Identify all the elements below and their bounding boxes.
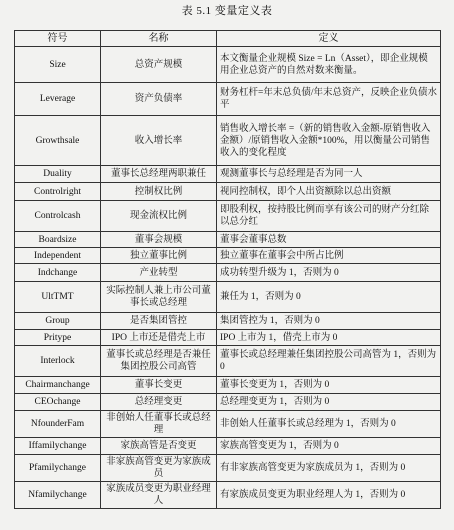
symbol-cell: Indchange [15,264,101,282]
definition-cell: 视同控制权，即个人出资额除以总出资额 [217,183,441,201]
definition-cell: 本文衡量企业规模 Size = Ln（Asset），即企业规模用企业总资产的自然对数来衡量。 [217,47,441,83]
name-cell: 家族成员变更为职业经理人 [101,482,217,509]
table-row [15,313,441,330]
table-row [15,264,441,282]
definition-cell: 家族高管变更为 1，否则为 0 [217,438,441,455]
symbol-cell: Independent [15,248,101,264]
table-row [15,377,441,394]
name-cell: IPO 上市还是借壳上市 [101,330,217,346]
name-cell: 非创始人任董事长或总经理 [101,411,217,438]
definition-cell: 总经理变更为 1，否则为 0 [217,394,441,411]
definition-cell: 董事长变更为 1，否则为 0 [217,377,441,394]
symbol-cell: NfounderFam [15,411,101,438]
name-cell: 控制权比例 [101,183,217,201]
definition-cell: 观测董事长与总经理是否为同一人 [217,166,441,183]
definition-cell: 有非家族高管变更为家族成员为 1，否则为 0 [217,455,441,482]
name-cell: 董事会规模 [101,232,217,248]
name-cell: 产业转型 [101,264,217,282]
name-cell: 独立董事比例 [101,248,217,264]
symbol-cell: Group [15,313,101,330]
definition-cell: 董事长或总经理兼任集团控股公司高管为 1，否则为 0 [217,346,441,377]
name-cell: 家族高管是否变更 [101,438,217,455]
definition-cell: IPO 上市为 1，借壳上市为 0 [217,330,441,346]
definition-cell: 销售收入增长率 =（新的销售收入金额-原销售收入金额）/原销售收入金额*100%，用以衡量公司销售收入的变化程度 [217,116,441,166]
table-row [15,438,441,455]
symbol-cell: Growthsale [15,116,101,166]
name-cell: 董事长变更 [101,377,217,394]
table-row [15,282,441,313]
symbol-cell: Pfamilychange [15,455,101,482]
name-cell: 董事长总经理两职兼任 [101,166,217,183]
table-row [15,346,441,377]
table-row [15,47,441,83]
symbol-cell: Leverage [15,83,101,116]
name-cell: 总资产规模 [101,47,217,83]
symbol-cell: Pritype [15,330,101,346]
symbol-cell: Controlright [15,183,101,201]
table-row [15,201,441,232]
name-cell: 收入增长率 [101,116,217,166]
definition-cell: 董事会董事总数 [217,232,441,248]
table-row [15,166,441,183]
name-cell: 总经理变更 [101,394,217,411]
symbol-cell: Boardsize [15,232,101,248]
table-caption: 表 5.1 变量定义表 [181,5,273,17]
symbol-cell: Chairmanchange [15,377,101,394]
definition-cell: 兼任为 1，否则为 0 [217,282,441,313]
name-cell: 董事长或总经理是否兼任集团控股公司高管 [101,346,217,377]
symbol-cell: Interlock [15,346,101,377]
name-cell: 资产负债率 [101,83,217,116]
symbol-cell: CEOchange [15,394,101,411]
definition-cell: 集团管控为 1，否则为 0 [217,313,441,330]
header-definition: 定义 [217,31,441,47]
definition-cell: 非创始人任董事长或总经理为 1，否则为 0 [217,411,441,438]
table-header-row [15,31,441,47]
definition-cell: 有家族成员变更为职业经理人为 1，否则为 0 [217,482,441,509]
symbol-cell: UltTMT [15,282,101,313]
definition-cell: 财务杠杆=年末总负债/年末总资产，反映企业负债水平 [217,83,441,116]
table-row [15,394,441,411]
symbol-cell: Iffamilychange [15,438,101,455]
table-row [15,232,441,248]
definition-cell: 即股利权，按持股比例而享有该公司的财产分红除以总分红 [217,201,441,232]
table-row [15,183,441,201]
definition-cell: 成功转型升级为 1，否则为 0 [217,264,441,282]
table-row [15,330,441,346]
table-row [15,482,441,509]
symbol-cell: Controlcash [15,201,101,232]
table-row [15,411,441,438]
name-cell: 现金流权比例 [101,201,217,232]
table-row [15,116,441,166]
definition-cell: 独立董事在董事会中所占比例 [217,248,441,264]
table-row [15,248,441,264]
name-cell: 是否集团管控 [101,313,217,330]
header-symbol: 符号 [15,31,101,47]
table-row [15,455,441,482]
table-row [15,83,441,116]
symbol-cell: Size [15,47,101,83]
symbol-cell: Nfamilychange [15,482,101,509]
name-cell: 实际控制人兼上市公司董事长或总经理 [101,282,217,313]
header-name: 名称 [101,31,217,47]
variable-definition-table [14,30,441,509]
name-cell: 非家族高管变更为家族成员 [101,455,217,482]
symbol-cell: Duality [15,166,101,183]
